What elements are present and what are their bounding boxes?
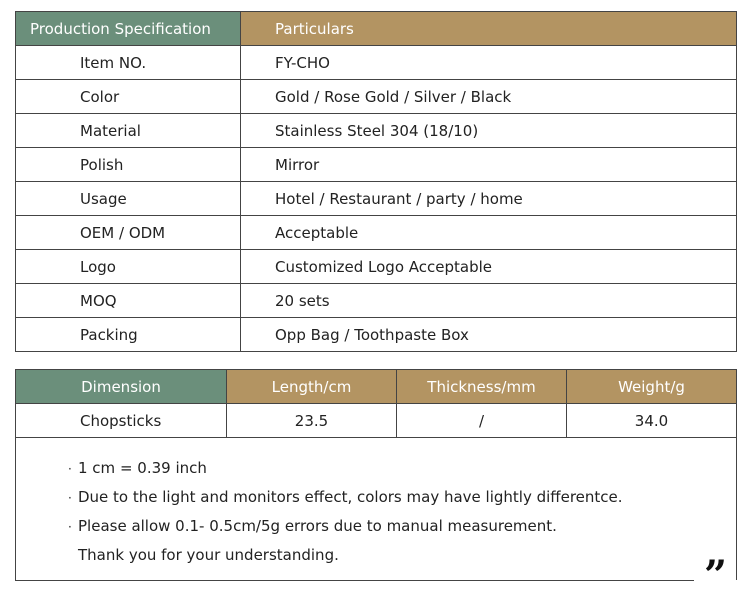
note-item xyxy=(68,512,736,541)
bullet-icon: · xyxy=(68,520,72,534)
dimension-header-dimension: Dimension xyxy=(16,370,227,404)
dimension-table xyxy=(15,369,737,438)
dimension-header-thickness: Thickness/mm xyxy=(397,370,567,404)
spec-header-specification: Production Specification xyxy=(16,12,241,46)
spec-value: Opp Bag / Toothpaste Box xyxy=(241,318,737,352)
spec-key: Packing xyxy=(16,318,241,352)
spec-value: Gold / Rose Gold / Silver / Black xyxy=(241,80,737,114)
spec-value: FY-CHO xyxy=(241,46,737,80)
note-thanks xyxy=(68,541,736,569)
dimension-weight: 34.0 xyxy=(567,404,737,438)
spec-header-particulars: Particulars xyxy=(241,12,737,46)
table-row xyxy=(16,216,737,250)
thanks-text: Thank you for your understanding. xyxy=(78,546,339,564)
spec-key: Polish xyxy=(16,148,241,182)
spec-value: Acceptable xyxy=(241,216,737,250)
spec-key: OEM / ODM xyxy=(16,216,241,250)
table-row xyxy=(16,182,737,216)
spec-key: Usage xyxy=(16,182,241,216)
spec-key: Material xyxy=(16,114,241,148)
dimension-header-weight: Weight/g xyxy=(567,370,737,404)
dimension-thickness: / xyxy=(397,404,567,438)
table-row xyxy=(16,318,737,352)
closing-quote-icon: ” xyxy=(704,552,728,599)
spec-key: Logo xyxy=(16,250,241,284)
spec-key: MOQ xyxy=(16,284,241,318)
note-text: Due to the light and monitors effect, colors may have lightly differentce. xyxy=(78,488,623,506)
dimension-header-row xyxy=(16,370,737,404)
bullet-icon: · xyxy=(68,491,72,505)
spec-key: Item NO. xyxy=(16,46,241,80)
notes-bottom-border xyxy=(15,580,694,581)
spec-table xyxy=(15,11,737,352)
spec-key: Color xyxy=(16,80,241,114)
note-text: Please allow 0.1- 0.5cm/5g errors due to manual measurement. xyxy=(78,517,557,535)
notes-list xyxy=(16,437,736,569)
table-row xyxy=(16,148,737,182)
spec-value: Hotel / Restaurant / party / home xyxy=(241,182,737,216)
note-text: 1 cm = 0.39 inch xyxy=(78,459,207,477)
table-row xyxy=(16,250,737,284)
spec-value: 20 sets xyxy=(241,284,737,318)
table-row xyxy=(16,284,737,318)
table-row xyxy=(16,46,737,80)
table-row xyxy=(16,404,737,438)
notes-box xyxy=(15,437,737,580)
spec-value: Customized Logo Acceptable xyxy=(241,250,737,284)
bullet-icon: · xyxy=(68,462,72,476)
spec-value: Stainless Steel 304 (18/10) xyxy=(241,114,737,148)
table-row xyxy=(16,114,737,148)
dimension-header-length: Length/cm xyxy=(227,370,397,404)
note-item xyxy=(68,454,736,483)
spec-header-row xyxy=(16,12,737,46)
table-row xyxy=(16,80,737,114)
note-item xyxy=(68,483,736,512)
dimension-item: Chopsticks xyxy=(16,404,227,438)
spec-value: Mirror xyxy=(241,148,737,182)
dimension-length: 23.5 xyxy=(227,404,397,438)
